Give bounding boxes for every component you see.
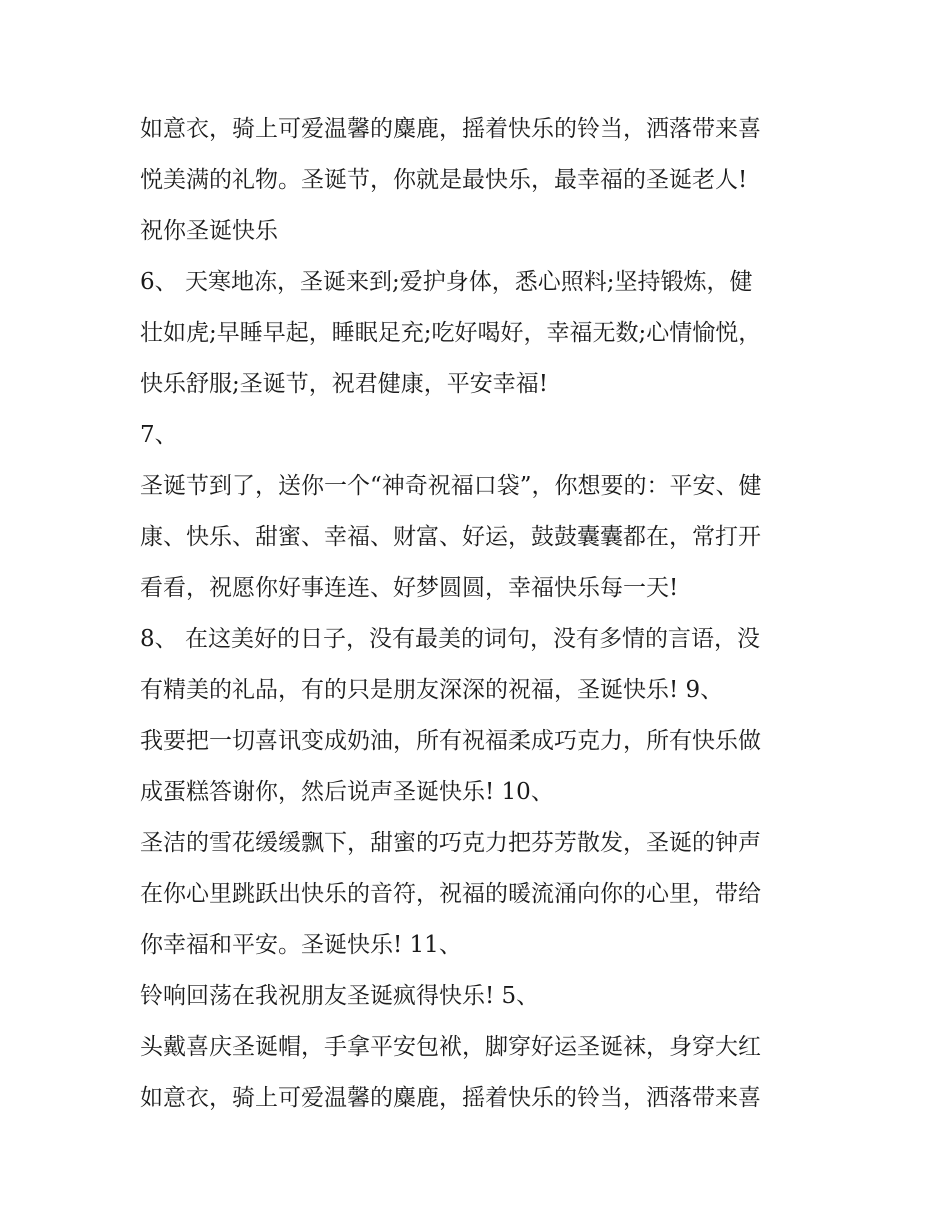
text-line: 我要把一切喜讯变成奶油，所有祝福柔成巧克力，所有快乐做 (140, 728, 761, 754)
text-line: 悦美满的礼物。圣诞节，你就是最快乐，最幸福的圣诞老人! (140, 167, 748, 193)
document-body (140, 104, 830, 1124)
text-line: 看看，祝愿你好事连连、好梦圆圆，幸福快乐每一天! (140, 575, 679, 601)
text-line: 祝你圣诞快乐 (140, 218, 278, 244)
text-line: 有精美的礼品，有的只是朋友深深的祝福，圣诞快乐! 9、 (140, 677, 724, 703)
text-line: 快乐舒服;圣诞节，祝君健康，平安幸福! (140, 371, 548, 397)
text-line: 7、 (140, 422, 178, 448)
text-line: 壮如虎;早睡早起，睡眠足充;吃好喝好，幸福无数;心情愉悦， (140, 320, 762, 346)
text-line: 康、快乐、甜蜜、幸福、财富、好运，鼓鼓囊囊都在，常打开 (140, 524, 761, 550)
text-line: 如意衣，骑上可爱温馨的麋鹿，摇着快乐的铃当，洒落带来喜 (140, 1085, 761, 1111)
text-line: 头戴喜庆圣诞帽，手拿平安包袱，脚穿好运圣诞袜，身穿大红 (140, 1034, 761, 1060)
text-line: 8、 在这美好的日子，没有最美的词句，没有多情的言语，没 (140, 626, 760, 652)
text-line: 你幸福和平安。圣诞快乐! 11、 (140, 932, 462, 958)
text-line: 圣诞节到了，送你一个“神奇祝福口袋”，你想要的：平安、健 (140, 473, 762, 499)
text-line: 成蛋糕答谢你，然后说声圣诞快乐! 10、 (140, 779, 554, 805)
text-line: 在你心里跳跃出快乐的音符，祝福的暖流涌向你的心里，带给 (140, 881, 761, 907)
text-line: 6、 天寒地冻，圣诞来到;爱护身体，悉心照料;坚持锻炼，健 (140, 269, 753, 295)
text-line: 圣洁的雪花缓缓飘下，甜蜜的巧克力把芬芳散发，圣诞的钟声 (140, 830, 761, 856)
text-line: 如意衣，骑上可爱温馨的麋鹿，摇着快乐的铃当，洒落带来喜 (140, 116, 761, 142)
text-line: 铃响回荡在我祝朋友圣诞疯得快乐! 5、 (140, 983, 540, 1009)
